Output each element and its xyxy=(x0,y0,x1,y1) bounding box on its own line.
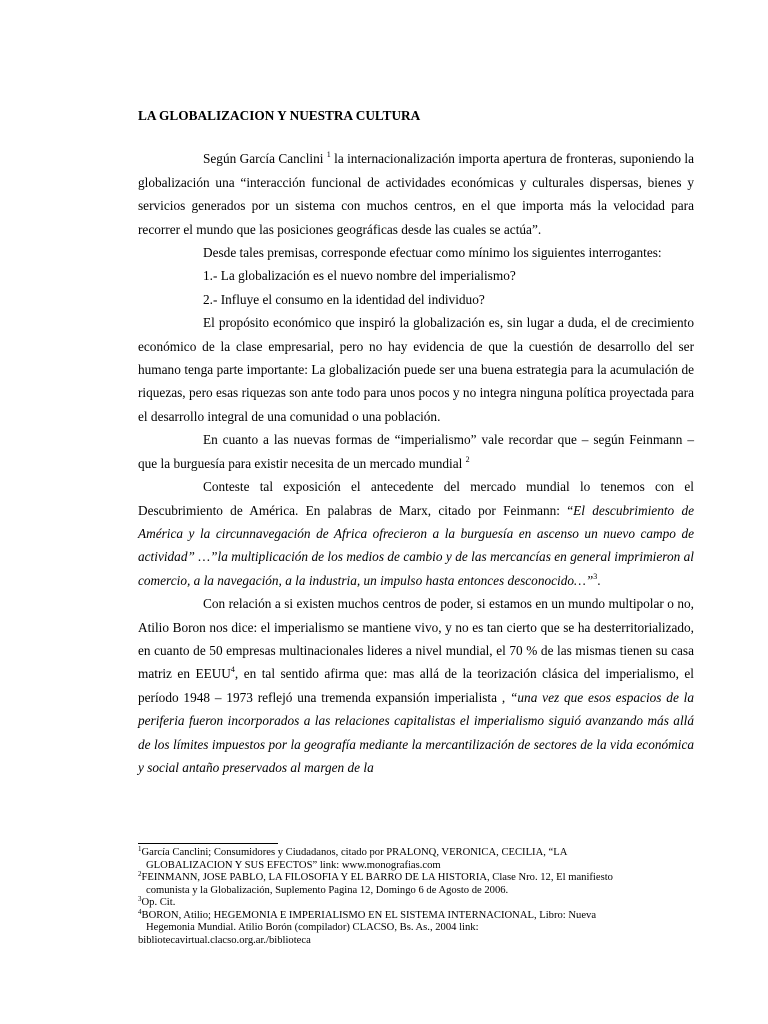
footnote-4 xyxy=(138,907,698,948)
paragraph-5-text: Conteste tal exposición el antecedente del mercado mundial lo tenemos con el Descubrimiento de América. En palabras de Marx, citado por Feinmann: “ xyxy=(138,479,694,518)
footnote-text-cont: GLOBALIZACION Y SUS EFECTOS” link: www.monografias.com xyxy=(146,859,441,871)
footnote-number: 4 xyxy=(138,907,142,916)
paragraph-2: Desde tales premisas, corresponde efectuar como mínimo los siguientes interrogantes: xyxy=(203,245,662,261)
paragraph-1 xyxy=(138,147,694,241)
footnote-ref-3[interactable]: 3 xyxy=(593,571,598,581)
footnote-text: García Canclini; Consumidores y Ciudadanos, citado por PRALONQ, VERONICA, CECILIA, “LA xyxy=(141,847,568,858)
paragraph-4 xyxy=(138,428,694,475)
document-body xyxy=(138,104,694,779)
footnotes xyxy=(138,847,698,947)
paragraph-5 xyxy=(138,475,694,592)
paragraph-3: El propósito económico que inspiró la globalización es, sin lugar a duda, el de crecimiento económico de la clase empresarial, pero no hay evidencia de que la cuestión de desarrollo del ser humano tenga parte importante: La globalización puede ser una buena estrategia para la acumulación de riquezas, pero esas riquezas son ante todo para unos pocos y no integra ninguna política proyectada para el desarrollo integral de una comunidad o una población. xyxy=(138,315,694,424)
footnote-2 xyxy=(138,872,698,897)
footnote-ref-2[interactable]: 2 xyxy=(465,454,470,464)
question-1: 1.- La globalización es el nuevo nombre del imperialismo? xyxy=(203,268,516,284)
paragraph-1-text-a: Según García Canclini xyxy=(203,151,327,167)
footnote-text: BORON, Atilio; HEGEMONIA E IMPERIALISMO EN EL SISTEMA INTERNACIONAL, Libro: Nueva xyxy=(141,909,597,921)
footnote-number: 3 xyxy=(138,895,142,903)
paragraph-6-text-a: Con relación a si existen muchos centros de poder, si estamos en un mundo multipolar o no, Atilio Boron nos dice: el imperialismo se mantiene vivo, y no es tan cierto que se ha desterritorializado, en cuanto de 50 empresas multinacionales lideres a nivel mundial, el 70 % de las mismas tienen su casa matriz en EEUU xyxy=(138,596,694,682)
footnote-text: Op. Cit. xyxy=(141,897,176,908)
footnote-number: 2 xyxy=(138,870,142,878)
paragraph-6-text-b: , en tal sentido afirma que: mas allá de la teorización clásica del imperialismo, el período 1948 – 1973 reflejó una tremenda expansión imperialista , xyxy=(138,666,694,705)
document-title: LA GLOBALIZACION Y NUESTRA CULTURA xyxy=(138,108,421,123)
paragraph-4-text: En cuanto a las nuevas formas de “imperialismo” vale recordar que – según Feinmann – que la burguesía para existir necesita de un mercado mundial xyxy=(138,432,694,471)
footnote-text-cont: comunista y la Globalización, Suplemento Pagina 12, Domingo 6 de Agosto de 2006. xyxy=(146,884,509,896)
marx-quote: El descubrimiento de América y la circunnavegación de Africa ofrecieron a la burguesía en ascenso un nuevo campo de actividad” …”la multiplicación de los medios de cambio y de las mercancías en general imprimieron al comercio, a la navegación, a la industria, un impulso hasta entonces desconocido…” xyxy=(138,502,695,588)
paragraph-1-text-b: la internacionalización importa apertura de fronteras, suponiendo la globalización una “interacción funcional de actividades económicas y culturales dispersas, bienes y servicios generados por un sistema con muchos centros, en el que importa más la velocidad para recorrer el mundo que las posiciones geográficas desde las cuales se actúa”. xyxy=(138,151,694,237)
footnote-1 xyxy=(138,847,698,872)
footnote-text-cont: Hegemonia Mundial. Atilio Borón (compilador) CLACSO, Bs. As., 2004 link: xyxy=(146,922,479,933)
paragraph-5-end: . xyxy=(597,572,601,588)
footnote-ref-1[interactable]: 1 xyxy=(326,150,331,160)
boron-quote: “una vez que esos espacios de la periferia fueron incorporados a las relaciones capitalistas el imperialismo siguió avanzando más allá de los límites impuestos por la geografía mediante la mercantilización de sectores de la vida económica y social antaño preservados al margen de la xyxy=(138,689,695,775)
paragraph-6 xyxy=(138,592,694,779)
footnote-separator xyxy=(138,843,278,844)
footnote-ref-4[interactable]: 4 xyxy=(230,665,235,675)
footnote-3 xyxy=(138,897,698,910)
footnote-text: FEINMANN, JOSE PABLO, LA FILOSOFIA Y EL BARRO DE LA HISTORIA, Clase Nro. 12, El manifiesto xyxy=(141,872,613,883)
footnote-number: 1 xyxy=(138,845,142,853)
footnote-link[interactable]: bibliotecavirtual.clacso.org.ar./biblioteca xyxy=(138,934,311,946)
question-2: 2.- Influye el consumo en la identidad del individuo? xyxy=(203,291,485,307)
